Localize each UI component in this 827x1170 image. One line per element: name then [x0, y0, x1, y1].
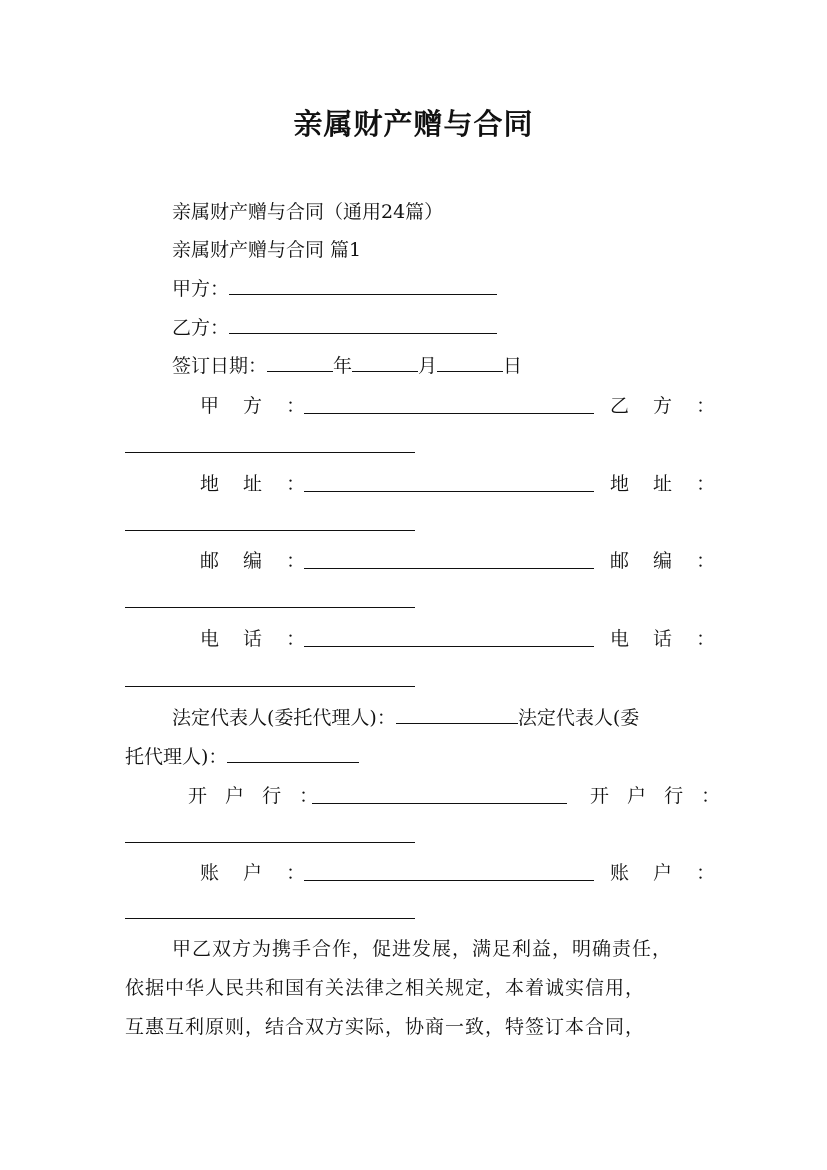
party-b-blank[interactable] — [229, 315, 497, 334]
month-label: 月 — [418, 355, 438, 377]
account-a-blank[interactable] — [304, 880, 594, 881]
year-blank[interactable] — [267, 353, 333, 372]
address-a-label: 地 址 ： — [200, 473, 315, 495]
postcode-b-blank[interactable] — [125, 607, 415, 608]
day-blank[interactable] — [437, 353, 503, 372]
party-a-blank[interactable] — [229, 276, 497, 295]
document-subtitle: 亲属财产赠与合同（通用24篇） — [172, 201, 444, 223]
address-b-blank[interactable] — [125, 530, 415, 531]
party-a-row-blank[interactable] — [304, 413, 594, 414]
phone-a-blank[interactable] — [304, 646, 594, 647]
bank-b-blank[interactable] — [125, 842, 415, 843]
bank-b-label: 开 户 行 ： — [590, 785, 727, 807]
representative-b-label-part2: 托代理人)： — [125, 746, 228, 768]
account-b-blank[interactable] — [125, 918, 415, 919]
postcode-a-label: 邮 编 ： — [200, 550, 315, 572]
day-label: 日 — [503, 355, 523, 377]
month-blank[interactable] — [352, 353, 418, 372]
bank-a-blank[interactable] — [312, 803, 567, 804]
sign-date-line — [172, 353, 522, 379]
representative-a-label: 法定代表人(委托代理人)： — [172, 707, 396, 729]
body-line-3: 互惠互利原则，结合双方实际，协商一致，特签订本合同， — [125, 1016, 646, 1038]
party-a-line — [172, 276, 497, 302]
body-line-1: 甲乙双方为携手合作，促进发展，满足利益，明确责任， — [172, 938, 673, 960]
representative-a-line — [172, 705, 639, 731]
year-label: 年 — [333, 355, 353, 377]
address-a-blank[interactable] — [304, 491, 594, 492]
sign-date-label: 签订日期： — [172, 355, 268, 377]
section-heading: 亲属财产赠与合同 篇1 — [172, 239, 362, 261]
party-a-label: 甲方： — [172, 278, 230, 300]
party-a-row-label: 甲 方 ： — [200, 395, 315, 417]
representative-b-label-part1: 法定代表人(委 — [517, 707, 640, 729]
party-b-row-label: 乙 方 ： — [610, 395, 725, 417]
address-b-label: 地 址 ： — [610, 473, 725, 495]
representative-b-line — [125, 744, 359, 770]
representative-a-blank[interactable] — [396, 705, 518, 724]
postcode-a-blank[interactable] — [304, 568, 594, 569]
party-b-row-blank[interactable] — [125, 452, 415, 453]
body-line-2: 依据中华人民共和国有关法律之相关规定，本着诚实信用， — [125, 977, 646, 999]
document-title: 亲属财产赠与合同 — [293, 107, 534, 141]
phone-b-label: 电 话 ： — [610, 628, 725, 650]
representative-b-blank[interactable] — [227, 744, 359, 763]
phone-b-blank[interactable] — [125, 686, 415, 687]
phone-a-label: 电 话 ： — [200, 628, 315, 650]
party-b-label: 乙方： — [172, 317, 230, 339]
party-b-line — [172, 315, 497, 341]
account-a-label: 账 户 ： — [200, 862, 315, 884]
account-b-label: 账 户 ： — [610, 862, 725, 884]
postcode-b-label: 邮 编 ： — [610, 550, 725, 572]
bank-a-label: 开 户 行 ： — [188, 785, 325, 807]
